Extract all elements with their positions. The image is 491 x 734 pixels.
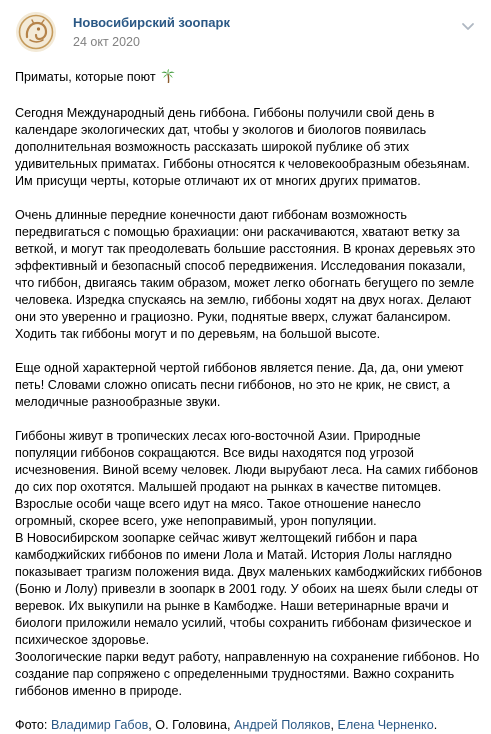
post-paragraph-5: В Новосибирском зоопарке сейчас живут желтощекий гиббон и пара камбоджийских гиббонов по имени Лола и Матай. История Лолы наглядно показывает трагизм положения вида. Двух маленьких камбоджийских гиббонов (Боню и Лолу) привезли в зоопарк в 2001 году. У обоих на шеях были следы от веревок. Их выкупили на рынке в Камбодже. Наши ветеринарные врачи и биологи приложили немало усилий, чтобы сохранить гиббонам физическое и психическое здоровье. [15,531,483,647]
paragraph-spacer [15,88,485,105]
post-paragraph-3: Еще одной характерной чертой гиббонов является пение. Да, да, они умеют петь! Словами сложно описать песни гиббонов, но это не крик, не свист, а мелодичные разнообразные звуки. [15,361,464,409]
palm-tree-graphic [161,69,175,83]
palm-tree-icon [161,69,175,88]
post-title-line [15,69,485,88]
post-paragraph-2: Очень длинные передние конечности дают гиббонам возможность передвигаться с помощью брахиации: они раскачиваются, хватают ветку за веткой, и могут так преодолевать большие расстояния. В кронах деревьях это эффективный и безопасный способ передвижения. Исследования показали, что гиббон, двигаясь таким образом, может легко обогнать бегущего по земле человека. Изредка спускаясь на землю, гиббоны ходят на двух ногах. Делают они это уверенно и грациозно. Руки, поднятые вверх, служат балансиром. Ходить так гиббоны могут и по деревьям, на большой высоте. [15,208,476,341]
post-paragraph-1: Сегодня Международный день гиббона. Гиббоны получили свой день в календаре экологических дат, чтобы у экологов и биологов появилась дополнительная возможность рассказать широкой публике об этих удивительных приматах. Гиббоны относятся к человекообразным обезьянам. Им присущи черты, которые отличают их от многих других приматов. [15,106,470,188]
chevron-down-graphic [456,16,480,36]
paragraph-spacer [15,343,485,360]
zoo-logo-graphic [16,12,56,52]
post-date[interactable]: 24 окт 2020 [73,35,140,49]
paragraph-spacer [15,700,485,717]
post-author-link[interactable]: Новосибирский зоопарк [73,15,230,30]
post-paragraph-4: Гиббоны живут в тропических лесах юго-восточной Азии. Природные популяции гиббонов сокращаются. Все виды находятся под угрозой исчезновения. Виной всему человек. Люди вырубают леса. На самих гиббонов до сих пор охотятся. Малышей продают на рынках в качестве питомцев. Взрослые особи чаще всего идут на мясо. Такое отношение нанесло огромный, скорее всего, уже непоправимый, урон популяции. [15,429,479,528]
photographer-link[interactable]: Елена Черненко [337,718,434,732]
post-paragraph-6: Зоологические парки ведут работу, направленную на сохранение гиббонов. Но создание пар сопряжено с определенными трудностями. Важно сохранить гиббонов именно в природе. [15,650,480,698]
photographer-link[interactable]: Андрей Поляков [233,718,331,732]
paragraph-spacer [15,190,485,207]
post-title: Приматы, которые поют [15,70,156,84]
zoo-logo-icon[interactable] [16,12,56,52]
photo-credits-label: Фото: [15,718,48,732]
chevron-down-icon[interactable] [456,16,480,36]
post-text [15,69,485,734]
photo-credits: Фото: Владимир Габов, О. Головина, Андрей Поляков, Елена Черненко. [15,718,438,732]
photographer-name: О. Головина [155,718,227,732]
paragraph-spacer [15,411,485,428]
photographer-link[interactable]: Владимир Габов [50,718,149,732]
